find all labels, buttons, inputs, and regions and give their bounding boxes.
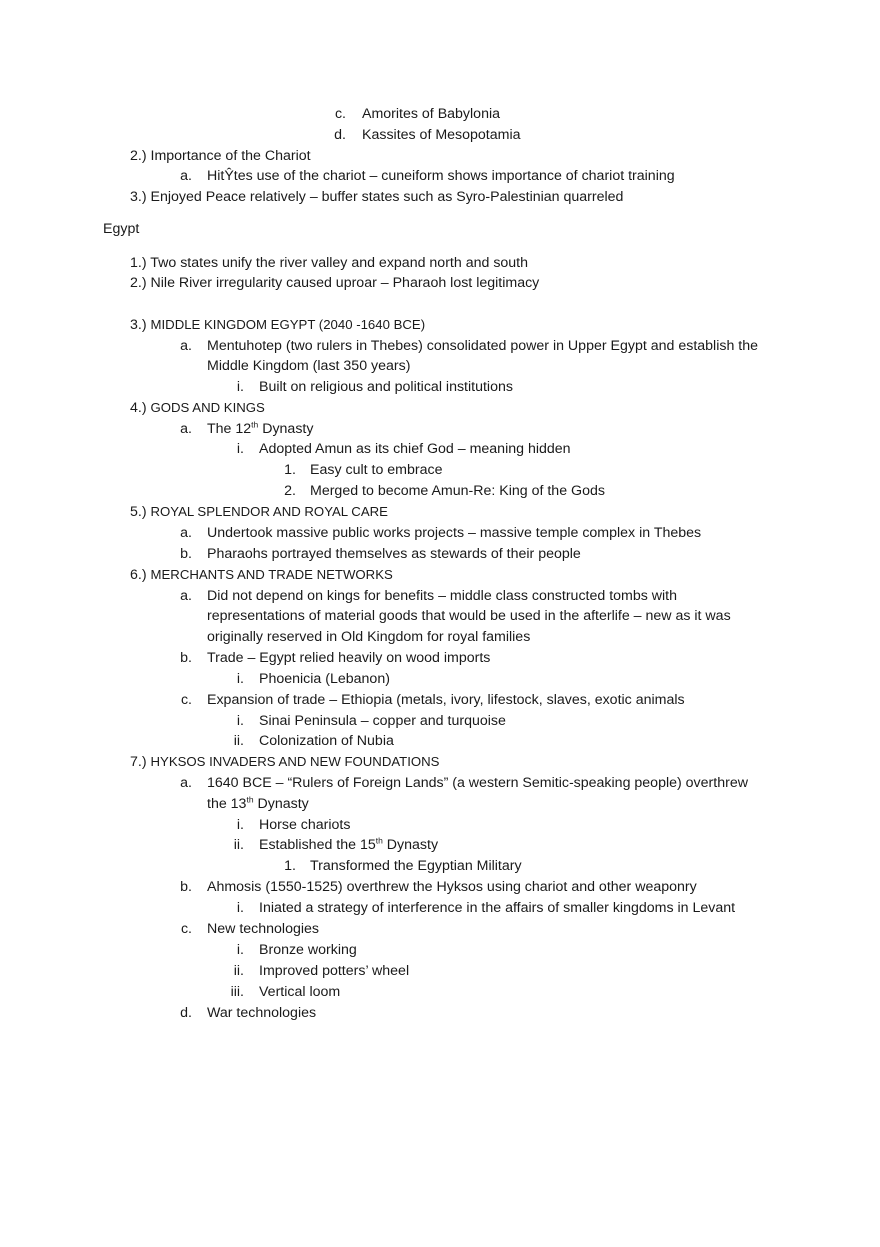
list-text: MERCHANTS AND TRADE NETWORKS [150,567,393,582]
list-marker: c. [180,921,192,937]
list-text: Phoenicia (Lebanon) [259,671,390,687]
list-text: Adopted Amun as its chief God – meaning hidden [259,441,571,457]
list-marker: 1. [284,462,296,478]
list-text: Mentuhotep (two rulers in Thebes) consolidated power in Upper Egypt and establish the [207,338,759,354]
list-item [130,753,439,771]
list-item [130,274,539,292]
list-text: Importance of the Chariot [150,148,311,164]
list-marker: i. [236,441,244,457]
list-text: ROYAL SPLENDOR AND ROYAL CARE [150,504,388,519]
list-marker: 6.) [130,567,147,583]
list-text: Sinai Peninsula – copper and turquoise [259,713,506,729]
list-text: 1640 BCE – “Rulers of Foreign Lands” (a western Semitic-speaking people) overthrew [207,775,748,791]
list-marker: 4.) [130,400,147,416]
list-marker: 2.) [130,148,147,164]
list-text: Easy cult to embrace [310,462,443,478]
list-text: MIDDLE KINGDOM EGYPT (2040 -1640 BCE) [150,317,426,332]
list-text: HYKSOS INVADERS AND NEW FOUNDATIONS [150,754,440,769]
list-marker: ii. [233,963,244,979]
list-text: Nile River irregularity caused uproar – Pharaoh lost legitimacy [150,275,540,291]
list-text: Undertook massive public works projects – massive temple complex in Thebes [207,525,702,541]
list-marker: 3.) [130,317,147,333]
list-marker: d. [334,127,346,143]
list-marker: a. [180,525,192,541]
list-text: Pharaohs portrayed themselves as stewards of their people [207,546,581,562]
list-marker: b. [180,879,192,895]
list-marker: d. [180,1005,192,1021]
list-marker: i. [236,379,244,395]
list-marker: ii. [233,733,244,749]
list-marker: 2. [284,483,296,499]
list-text: Bronze working [259,942,357,958]
list-text: Horse chariots [259,817,351,833]
list-text: Vertical loom [259,984,341,1000]
list-marker: c. [334,106,346,122]
section-heading: Egypt [103,221,140,237]
list-text: Transformed the Egyptian Military [310,858,522,874]
list-marker: a. [180,338,192,354]
list-text: The 12th Dynasty [207,419,314,437]
list-marker: b. [180,546,192,562]
list-marker: ii. [233,837,244,853]
list-text: Merged to become Amun-Re: King of the Gods [310,483,605,499]
list-marker: 2.) [130,275,147,291]
list-text: Two states unify the river valley and expand north and south [150,255,529,271]
list-marker: i. [236,817,244,833]
list-text-continuation: representations of material goods that would be used in the afterlife – new as it was [207,608,731,624]
list-marker: i. [236,713,244,729]
list-text: Improved potters’ wheel [259,963,410,979]
list-item [130,566,393,584]
list-text: Expansion of trade – Ethiopia (metals, ivory, lifestock, slaves, exotic animals [207,692,685,708]
list-item [130,316,425,334]
list-text: War technologies [207,1005,317,1021]
list-marker: b. [180,650,192,666]
list-marker: 7.) [130,754,147,770]
list-marker: 5.) [130,504,147,520]
list-marker: i. [236,900,244,916]
list-item [130,188,623,206]
list-text: Did not depend on kings for benefits – middle class constructed tombs with [207,588,678,604]
list-marker: i. [236,942,244,958]
list-item [130,254,528,272]
list-marker: a. [180,588,192,604]
list-text: Established the 15th Dynasty [259,835,439,853]
list-marker: c. [180,692,192,708]
list-text: Kassites of Mesopotamia [362,127,521,143]
list-marker: 1. [284,858,296,874]
list-item [130,399,265,417]
list-text: Enjoyed Peace relatively – buffer states such as Syro-Palestinian quarreled [150,189,624,205]
list-marker: a. [180,421,192,437]
list-text: Trade – Egypt relied heavily on wood imports [207,650,491,666]
list-text: Colonization of Nubia [259,733,394,749]
list-marker: a. [180,168,192,184]
list-text: Iniated a strategy of interference in the affairs of smaller kingdoms in Levant [259,900,736,916]
list-text: Amorites of Babylonia [362,106,501,122]
list-text: New technologies [207,921,319,937]
list-marker: a. [180,775,192,791]
list-marker: 3.) [130,189,147,205]
list-marker: iii. [230,984,244,1000]
list-text: Ahmosis (1550-1525) overthrew the Hyksos using chariot and other weaponry [207,879,697,895]
list-marker: 1.) [130,255,147,271]
list-marker: i. [236,671,244,687]
list-text-continuation: Middle Kingdom (last 350 years) [207,358,411,374]
list-text: GODS AND KINGS [150,400,265,415]
list-text: Built on religious and political institutions [259,379,513,395]
list-text-continuation: originally reserved in Old Kingdom for royal families [207,629,531,645]
list-text: HitŶtes use of the chariot – cuneiform shows importance of chariot training [207,168,675,184]
list-item [130,147,311,165]
list-text-continuation: the 13th Dynasty [207,794,309,812]
list-item [130,503,388,521]
